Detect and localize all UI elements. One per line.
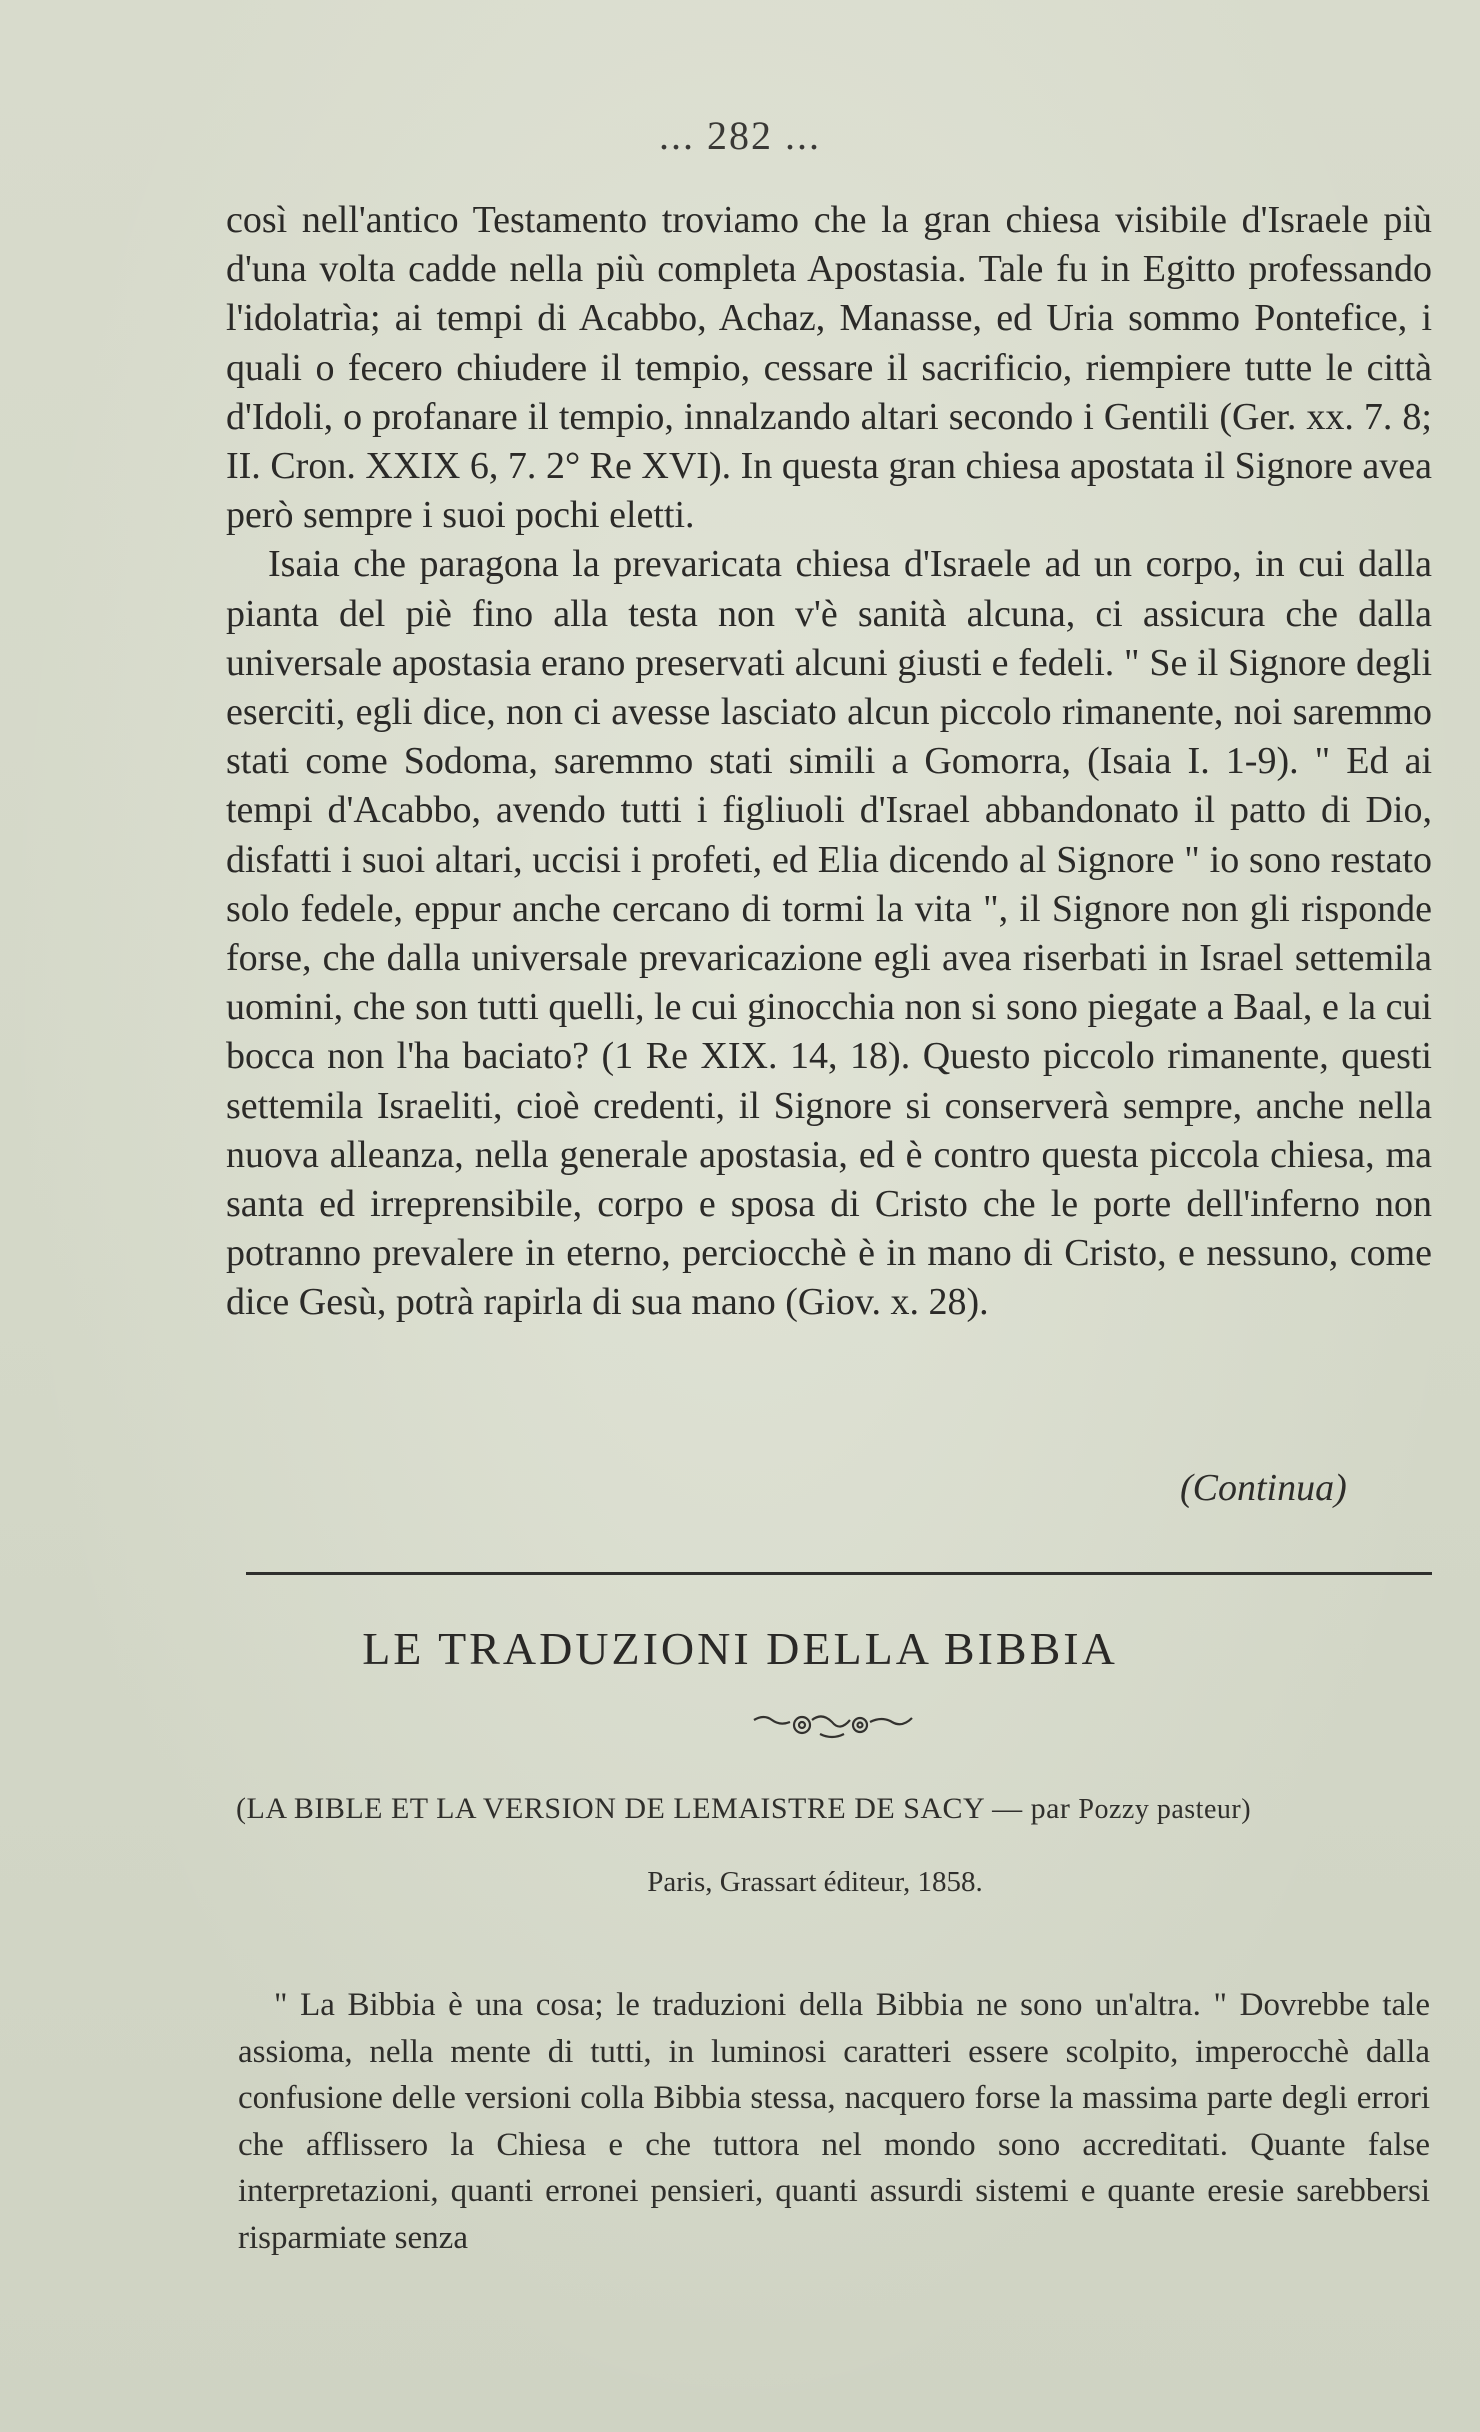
publisher-rest: , Grassart éditeur, 1858. [705, 1866, 983, 1898]
book-reference-author: Pozzy [1078, 1794, 1150, 1825]
paragraph-apostasia: così nell'antico Testamento troviamo che la gran chiesa visibile d'Israele più d'una volta cadde nella più completa Apostasia. Tale fu in Egitto professando l'idolatrìa; ai tempi di Acabbo, Achaz, Manasse, ed Uria sommo Pontefice, i quali o fecero chiudere il tempio, cessare il sacrificio, riempiere tutte le città d'Idoli, o profanare il tempio, innalzando altari secondo i Gentili (Ger. xx. 7. 8; II. Cron. XXIX 6, 7. 2° Re XVI). In questa gran chiesa apostata il Signore avea però sempre i suoi pochi eletti. [226, 199, 1432, 537]
section-divider [246, 1572, 1432, 1575]
book-reference-main: (LA BIBLE ET LA VERSION DE LEMAISTRE DE SACY — par [236, 1792, 1079, 1825]
article-body [238, 1982, 1430, 2261]
publisher-line [0, 1866, 1480, 1899]
book-reference-end: pasteur) [1149, 1794, 1252, 1825]
continua-note: (Continua) [1180, 1467, 1347, 1509]
publisher-city: Paris [647, 1866, 706, 1898]
page-number: ... 282 ... [659, 113, 821, 158]
ornament-flourish-icon [750, 1708, 915, 1742]
article-title: LE TRADUZIONI DELLA BIBBIA [362, 1623, 1118, 1674]
paragraph-isaia: Isaia che paragona la prevaricata chiesa d'Israele ad un corpo, in cui dalla pianta del piè fino alla testa non v'è sanità alcuna, ci assicura che dalla universale apostasia erano preservati alcuni giusti e fedeli. " Se il Signore degli eserciti, egli dice, non ci avesse lasciato alcun piccolo rimanente, noi saremmo stati come Sodoma, saremmo stati simili a Gomorra, (Isaia I. 1-9). " Ed ai tempi d'Acabbo, avendo tutti i figliuoli d'Israel abbandonato il patto di Dio, disfatti i suoi altari, uccisi i profeti, ed Elia dicendo al Signore " io sono restato solo fedele, eppur anche cercano di tormi la vita ", il Signore non gli risponde forse, che dalla universale prevaricazione egli avea riserbati in Israel settemila uomini, che son tutti quelli, le cui ginocchia non si sono piegate a Baal, e la cui bocca non l'ha baciato? (1 Re XIX. 14, 18). Questo piccolo rimanente, questi settemila Israeliti, cioè credenti, il Signore si conserverà sempre, anche nella nuova alleanza, nella generale apostasia, ed è contro questa piccola chiesa, ma santa ed irreprensibile, corpo e sposa di Cristo che le porte dell'inferno non potranno prevalere in eterno, perciocchè è in mano di Cristo, e nessuno, come dice Gesù, potrà rapirla di sua mano (Giov. x. 28). [226, 543, 1432, 1324]
book-reference [236, 1792, 1432, 1826]
continued-article-body [226, 196, 1432, 1328]
article-paragraph: " La Bibbia è una cosa; le traduzioni della Bibbia ne sono un'altra. " Dovrebbe tale assioma, nella mente di tutti, in luminosi caratteri essere scolpito, imperocchè dalla confusione delle versioni colla Bibbia stessa, nacquero forse la massima parte degli errori che afflissero la Chiesa e che tuttora nel mondo sono accreditati. Quante false interpretazioni, quanti erronei pensieri, quanti assurdi sistemi e quante eresie sarebbersi risparmiate senza [238, 1987, 1430, 2256]
